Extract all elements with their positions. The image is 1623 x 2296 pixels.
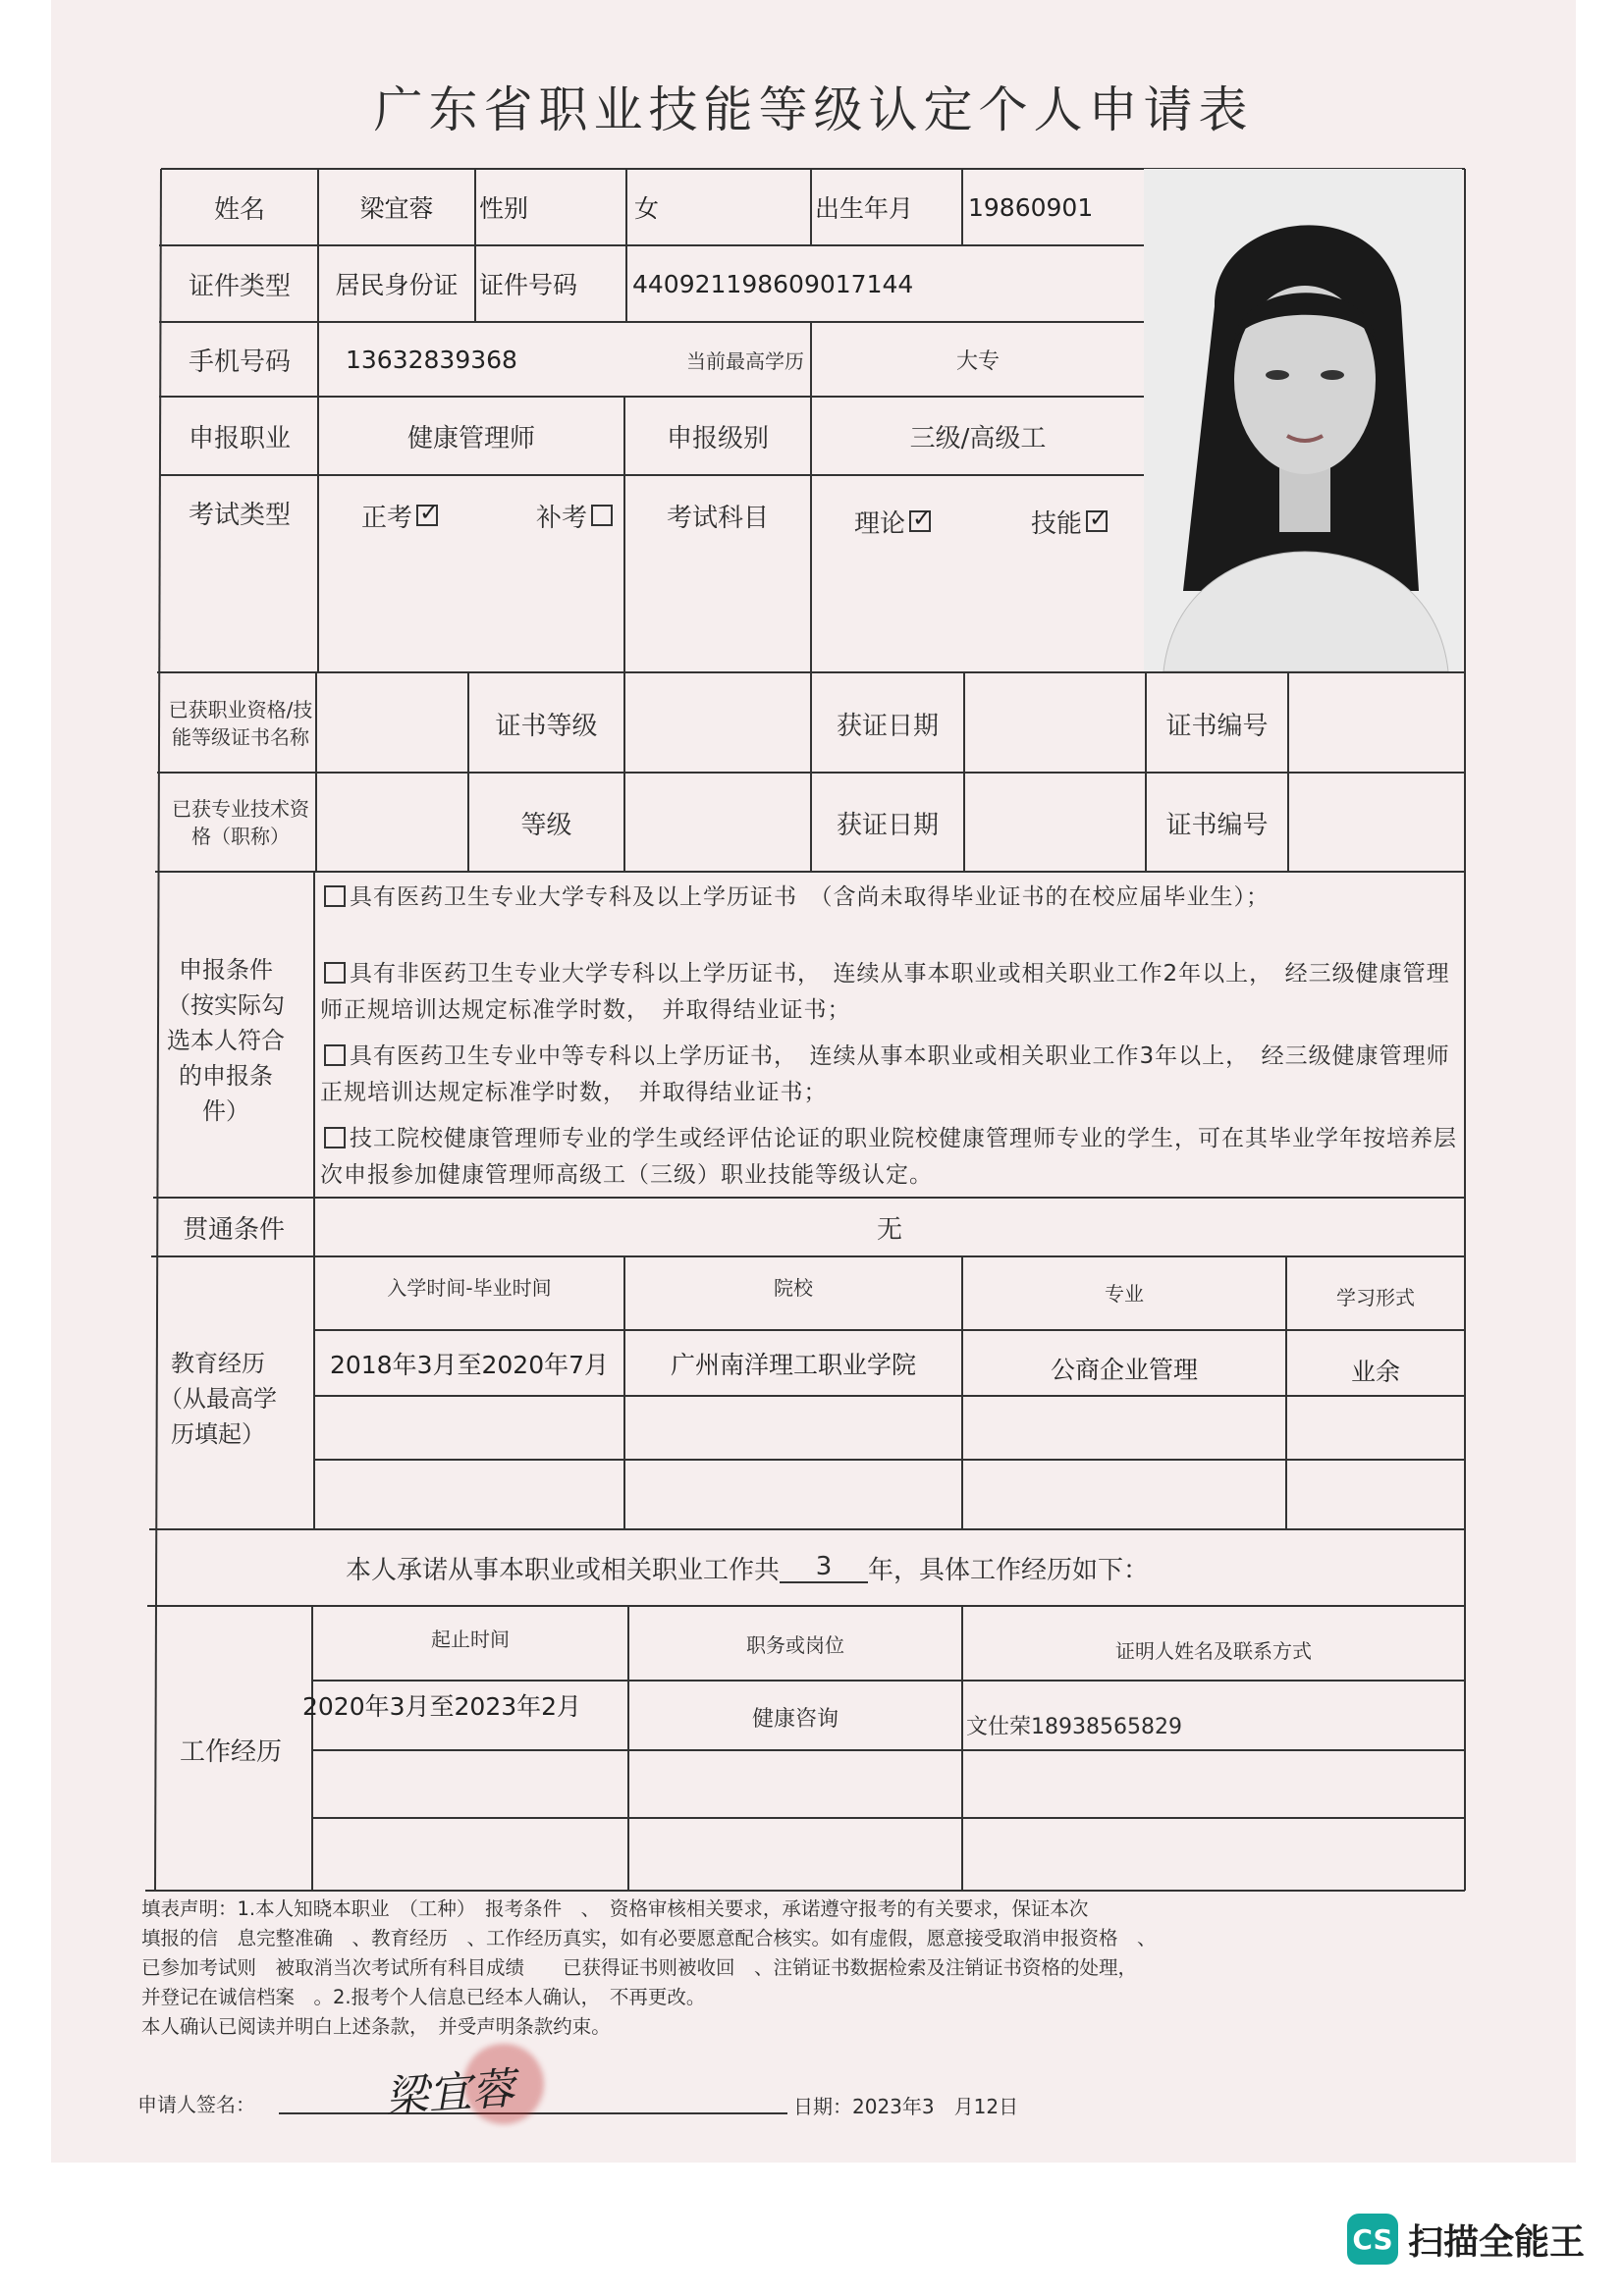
edu-header-mode: 学习形式 — [1336, 1285, 1415, 1309]
label-work: 工作经历 — [179, 1736, 282, 1767]
applicant-photo — [1144, 169, 1462, 671]
edu-cell-time: 2018年3月至2020年7月 — [329, 1350, 610, 1379]
condition-text: 具有医药卫生专业大学专科及以上学历证书 （含尚未取得毕业证书的在校应届毕业生）； — [350, 884, 1270, 910]
work-commit-prefix: 本人承诺从事本职业或相关职业工作共 — [346, 1555, 781, 1585]
form-paper — [51, 0, 1576, 2163]
exam-makeup-label: 补考 — [536, 503, 588, 533]
label-birth: 出生年月 — [815, 194, 914, 223]
condition-checkbox[interactable] — [324, 1127, 346, 1148]
label-pass-cond: 贯通条件 — [182, 1214, 285, 1245]
label-exam-subject: 考试科目 — [666, 503, 769, 533]
exam-skill[interactable] — [1031, 497, 1111, 546]
condition-text: 技工院校健康管理师专业的学生或经评估论证的职业院校健康管理师专业的学生，可在其毕业学年按培养层次申报参加健康管理师高级工（三级）职业技能等级认定。 — [320, 1126, 1457, 1188]
exam-regular-checkbox[interactable] — [416, 505, 438, 526]
edu-cell-mode: 业余 — [1350, 1357, 1400, 1386]
edu-cell-major: 公商企业管理 — [1050, 1355, 1198, 1384]
camscanner-logo-icon: CS — [1347, 2214, 1398, 2265]
work-cell-reference: 文仕荣18938565829 — [966, 1714, 1182, 1739]
handwritten-signature: 梁宜蓉 — [383, 2063, 516, 2123]
label-conditions: 申报条件（按实际勾选本人符合的申报条件） — [167, 956, 285, 1125]
value-gender: 女 — [634, 194, 660, 223]
condition-checkbox[interactable] — [324, 885, 346, 907]
condition-text: 具有非医药卫生专业大学专科以上学历证书， 连续从事本职业或相关职业工作2年以上， 经三级健康管理师正规培训达规定标准学时数， 并取得结业证书； — [320, 961, 1450, 1023]
label-id-no: 证件号码 — [479, 271, 578, 299]
work-commitment — [346, 1536, 1149, 1599]
declaration-line: 填报的信 息完整准确 、教育经历 、工作经历真实，如有必要愿意配合核实。如有虚假，愿意接受取消申报资格 、 — [141, 1927, 1157, 1949]
watermark-text: 扫描全能王 — [1408, 2221, 1586, 2263]
condition-checkbox[interactable] — [324, 962, 346, 984]
value-phone: 13632839368 — [346, 345, 517, 374]
label-name: 姓名 — [213, 194, 265, 225]
label-edu-top: 当前最高学历 — [686, 348, 804, 373]
label-tech-title: 已获专业技术资格（职称） — [172, 797, 309, 848]
edu-cell-school: 广州南洋理工职业学院 — [670, 1350, 916, 1379]
work-header-position: 职务或岗位 — [746, 1632, 844, 1657]
value-birth: 19860901 — [968, 192, 1094, 222]
work-commit-suffix: 年，具体工作经历如下： — [868, 1555, 1150, 1585]
label-cert-no: 证书编号 — [1165, 711, 1269, 741]
label-cert-qual: 已获职业资格/技能等级证书名称 — [168, 698, 313, 749]
signature-line — [279, 2112, 787, 2114]
label-level: 申报级别 — [666, 423, 769, 454]
label-gender: 性别 — [479, 194, 529, 223]
work-cell-position: 健康咨询 — [751, 1706, 839, 1732]
exam-theory-checkbox[interactable] — [909, 510, 931, 532]
label-cert-grade: 证书等级 — [495, 711, 598, 741]
condition-item[interactable] — [320, 956, 1459, 1029]
declaration — [141, 1895, 1506, 2042]
work-header-period: 起止时间 — [431, 1627, 510, 1651]
condition-checkbox[interactable] — [324, 1044, 346, 1066]
label-id-type: 证件类型 — [188, 271, 291, 301]
form-title: 广东省职业技能等级认定个人申请表 — [373, 81, 1254, 138]
declaration-line: 已参加考试则 被取消当次考试所有科目成绩 已获得证书则被收回 、注销证书数据检索及注销证书资格的处理， — [141, 1956, 1138, 1979]
label-cert-date: 获证日期 — [836, 711, 939, 741]
condition-text: 具有医药卫生专业中等专科以上学历证书， 连续从事本职业或相关职业工作3年以上， 经三级健康管理师正规培训达规定标准学时数， 并取得结业证书； — [320, 1043, 1450, 1105]
edu-header-school: 院校 — [774, 1275, 813, 1300]
work-header-reference: 证明人姓名及联系方式 — [1115, 1638, 1312, 1663]
exam-regular-label: 正考 — [361, 503, 413, 533]
exam-regular[interactable] — [361, 491, 442, 540]
exam-theory-label: 理论 — [854, 508, 906, 539]
condition-item[interactable] — [320, 1039, 1459, 1111]
exam-makeup-checkbox[interactable] — [591, 505, 613, 526]
exam-theory[interactable] — [854, 497, 935, 546]
edu-header-major: 专业 — [1105, 1281, 1144, 1306]
work-cell-period: 2020年3月至2023年2月 — [302, 1692, 582, 1721]
work-commit-years: 3 — [780, 1552, 868, 1583]
value-edu-top: 大专 — [955, 348, 1000, 374]
declaration-line: 本人确认已阅读并明白上述条款， 并受声明条款约束。 — [141, 2015, 611, 2038]
exam-skill-label: 技能 — [1031, 508, 1083, 539]
label-tech-grade: 等级 — [520, 810, 572, 840]
label-occupation: 申报职业 — [188, 423, 291, 454]
signature-label: 申请人签名： — [137, 2092, 255, 2116]
declaration-line: 并登记在诚信档案 。2.报考个人信息已经本人确认， 不再更改。 — [141, 1986, 706, 2008]
label-exam-type: 考试类型 — [188, 500, 291, 530]
edu-header-time: 入学时间-毕业时间 — [387, 1275, 552, 1300]
exam-skill-checkbox[interactable] — [1086, 510, 1108, 532]
label-tech-no: 证书编号 — [1165, 810, 1269, 840]
exam-makeup[interactable] — [536, 491, 617, 540]
condition-item[interactable] — [320, 1121, 1459, 1194]
value-id-type: 居民身份证 — [335, 271, 459, 299]
scanner-watermark — [1347, 2214, 1585, 2265]
condition-item[interactable] — [320, 880, 1459, 916]
date-value: 2023年3 月12日 — [852, 2094, 1019, 2118]
value-id-no: 440921198609017144 — [632, 269, 914, 298]
value-name: 梁宜蓉 — [359, 194, 434, 223]
value-pass-cond: 无 — [876, 1214, 902, 1245]
declaration-line: 填表声明：1.本人知晓本职业 （工种） 报考条件 、 资格审核相关要求，承诺遵守报考的有关要求，保证本次 — [141, 1897, 1089, 1920]
date-label: 日期： — [793, 2094, 852, 2118]
value-occupation: 健康管理师 — [406, 423, 535, 454]
label-phone: 手机号码 — [188, 347, 291, 377]
value-level: 三级/高级工 — [909, 423, 1047, 454]
date-field — [793, 2087, 1018, 2122]
label-tech-date: 获证日期 — [836, 810, 939, 840]
label-education: 教育经历（从最高学历填起） — [159, 1350, 277, 1448]
